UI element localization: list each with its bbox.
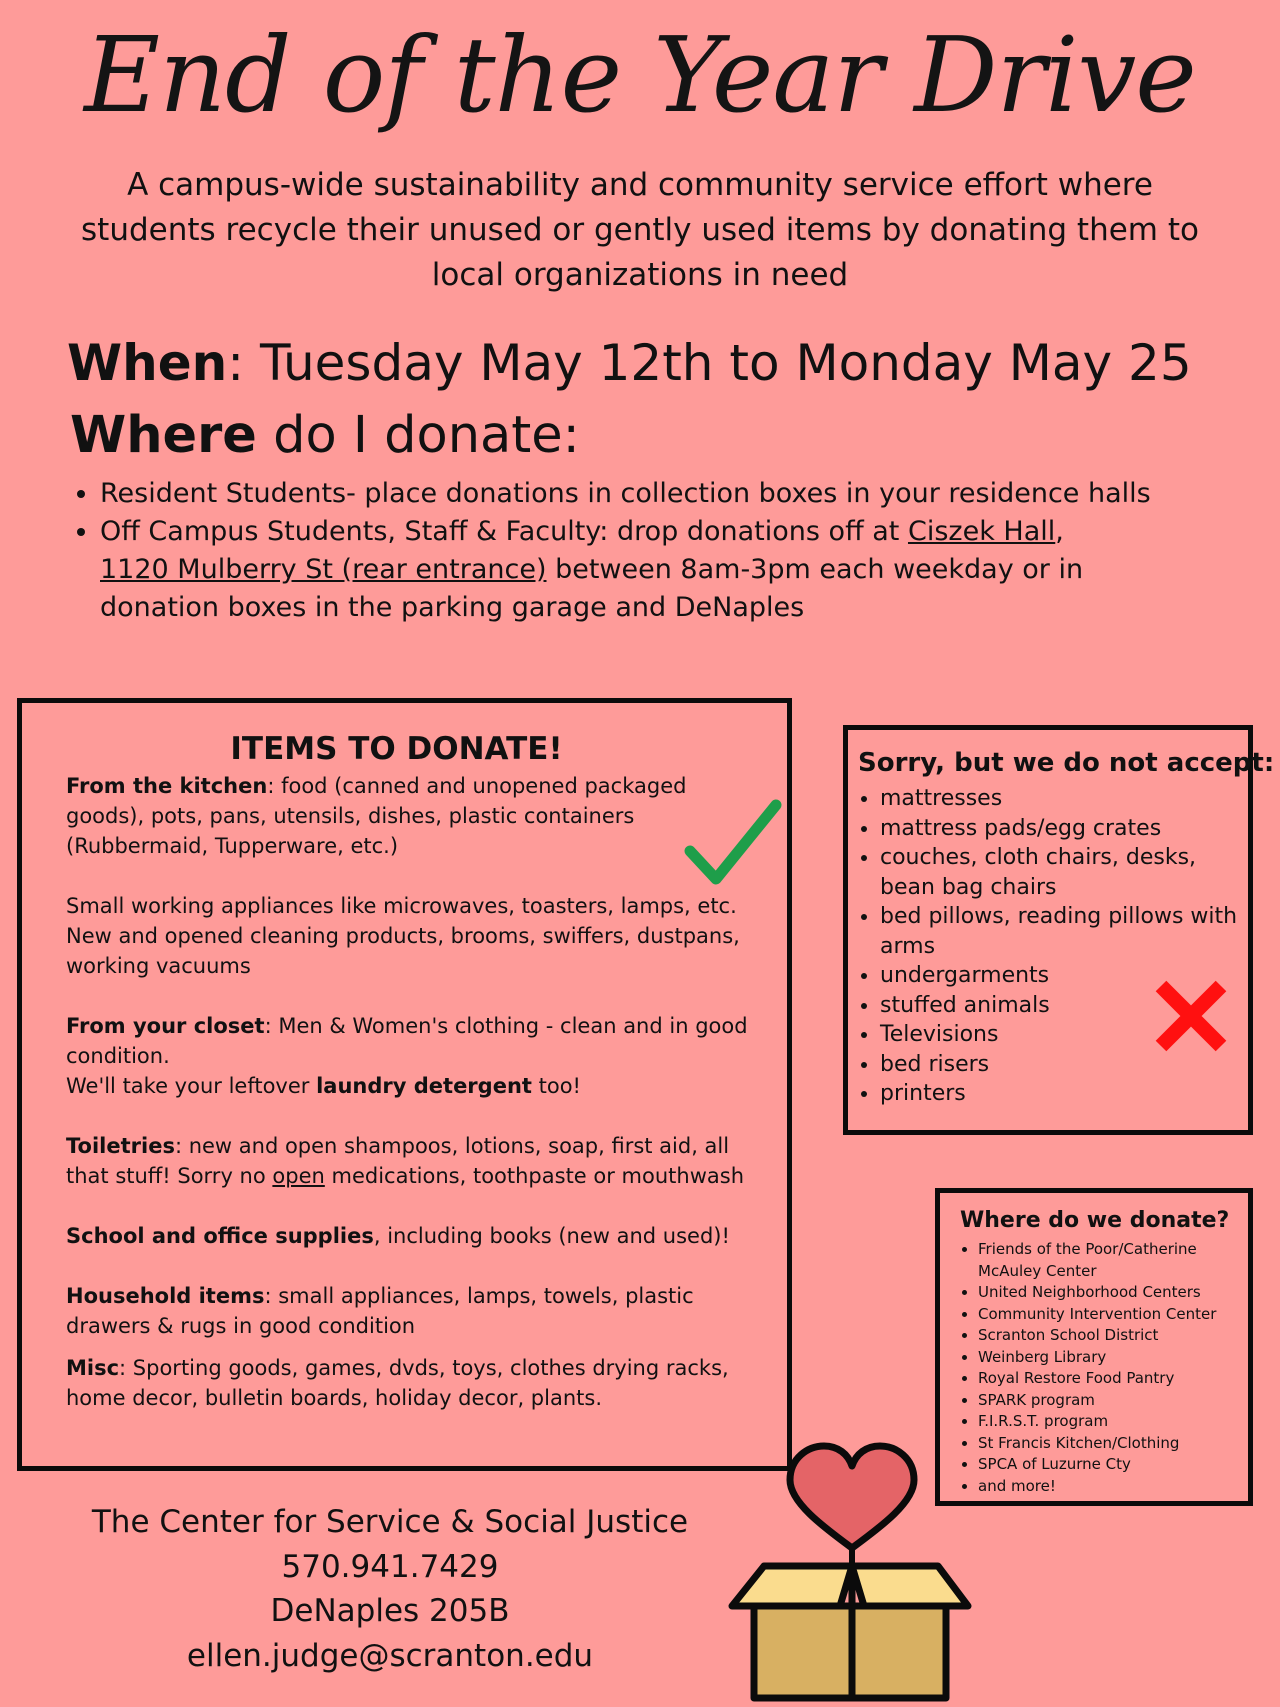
household-text: : small appliances, lamps, towels, plastic drawers & rugs in good condition [66, 1284, 694, 1338]
kitchen-paragraph [66, 771, 766, 861]
heart-gift-box-icon [724, 1440, 976, 1707]
kitchen-text: : food (canned and unopened packaged goods), pots, pans, utensils, dishes, plastic containers (Rubbermaid, Tupperware, etc.) [66, 774, 687, 858]
ciszek-hall-link[interactable]: Ciszek Hall [907, 516, 1056, 547]
red-x-icon [1153, 978, 1229, 1054]
organizations-box [935, 1188, 1253, 1506]
closet-label: From your closet [66, 1014, 265, 1038]
list-item: • St Francis Kitchen/Clothing [978, 1433, 1248, 1455]
detergent-pre: We'll take your leftover [66, 1074, 317, 1098]
address-link[interactable]: 1120 Mulberry St (rear entrance) [100, 554, 547, 585]
where-list [70, 475, 1160, 627]
not-accepted-box [843, 725, 1275, 1135]
when-label: When [67, 334, 228, 392]
list-item: • Scranton School District [978, 1325, 1248, 1347]
toiletries-label: Toiletries [66, 1134, 175, 1158]
where-heading-text: do I donate: [256, 406, 580, 465]
list-item: • F.I.R.S.T. program [978, 1411, 1248, 1433]
toiletries-paragraph [66, 1131, 766, 1191]
misc-label: Misc [66, 1356, 120, 1380]
list-item: • mattresses [880, 784, 1240, 814]
household-label: Household items [66, 1284, 265, 1308]
green-checkmark-icon [682, 793, 782, 893]
toiletries-text: : new and open shampoos, lotions, soap, first aid, all that stuff! Sorry no [66, 1134, 730, 1188]
when-line [67, 330, 1277, 396]
organizations-heading: Where do we donate? [960, 1208, 1230, 1233]
toiletries-post: medications, toothpaste or mouthwash [324, 1164, 745, 1188]
list-item: • bed pillows, reading pillows with arms [880, 902, 1240, 961]
list-item: • bed risers [880, 1050, 1240, 1080]
offcampus-text-post: between 8am-3pm each weekday or in donation boxes in the parking garage and DeNaples [100, 554, 1084, 623]
kitchen-label: From the kitchen [66, 774, 268, 798]
organizations-list [960, 1239, 1248, 1497]
list-item: • mattress pads/egg crates [880, 814, 1240, 844]
items-heading: ITEMS TO DONATE! [230, 731, 563, 767]
list-item: • couches, cloth chairs, desks, bean bag chairs [880, 843, 1240, 902]
where-label: Where [70, 406, 257, 465]
list-item: • Friends of the Poor/Catherine McAuley Center [978, 1239, 1248, 1282]
list-item: • printers [880, 1079, 1240, 1109]
when-dates: : Tuesday May 12th to Monday May 25 [227, 334, 1192, 392]
list-item: • stuffed animals [880, 991, 1240, 1021]
list-item: • Community Intervention Center [978, 1304, 1248, 1326]
misc-paragraph [66, 1353, 766, 1413]
where-resident-item: • Resident Students- place donations in collection boxes in your residence halls [100, 475, 1160, 513]
not-accepted-list [858, 784, 1240, 1109]
contact-phone[interactable]: 570.941.7429 [281, 1548, 499, 1585]
where-heading [70, 403, 580, 469]
closet-text: : Men & Women's clothing - clean and in good condition. [66, 1014, 748, 1068]
list-item: • SPARK program [978, 1390, 1248, 1412]
detergent-post: too! [531, 1074, 581, 1098]
contact-office: DeNaples 205B [270, 1593, 510, 1629]
page-title: End of the Year Drive [84, 14, 1196, 136]
list-item: • Weinberg Library [978, 1347, 1248, 1369]
closet-paragraph [66, 1011, 766, 1101]
list-item: • Televisions [880, 1020, 1240, 1050]
household-paragraph [66, 1281, 766, 1341]
list-item: • Royal Restore Food Pantry [978, 1368, 1248, 1390]
school-text: , including books (new and used)! [373, 1224, 730, 1248]
where-offcampus-item [100, 513, 1160, 627]
school-paragraph [66, 1221, 766, 1251]
contact-block [40, 1500, 740, 1678]
appliances-paragraph: Small working appliances like microwaves, toasters, lamps, etc. New and opened cleaning products, brooms, swiffers, dustpans, working vacuums [66, 894, 740, 978]
list-item: • undergarments [880, 961, 1240, 991]
page-subtitle: A campus-wide sustainability and community service effort where students recycle their unused or gently used items by donating them to local organizations in need [81, 167, 1199, 293]
not-accepted-heading: Sorry, but we do not accept: [858, 748, 1275, 778]
offcampus-text: Off Campus Students, Staff & Faculty: drop donations off at [100, 516, 908, 547]
toiletries-open: open [272, 1164, 325, 1188]
detergent-bold: laundry detergent [316, 1074, 532, 1098]
comma: , [1055, 516, 1064, 547]
contact-org: The Center for Service & Social Justice [91, 1504, 689, 1540]
misc-text: : Sporting goods, games, dvds, toys, clothes drying racks, home decor, bulletin boards, holiday decor, plants. [66, 1356, 729, 1410]
list-item: • SPCA of Luzurne Cty [978, 1454, 1248, 1476]
school-label: School and office supplies [66, 1224, 374, 1248]
list-item: • United Neighborhood Centers [978, 1282, 1248, 1304]
items-to-donate-box [17, 698, 792, 1471]
list-item: • and more! [978, 1476, 1248, 1498]
contact-email[interactable]: ellen.judge@scranton.edu [186, 1637, 594, 1674]
